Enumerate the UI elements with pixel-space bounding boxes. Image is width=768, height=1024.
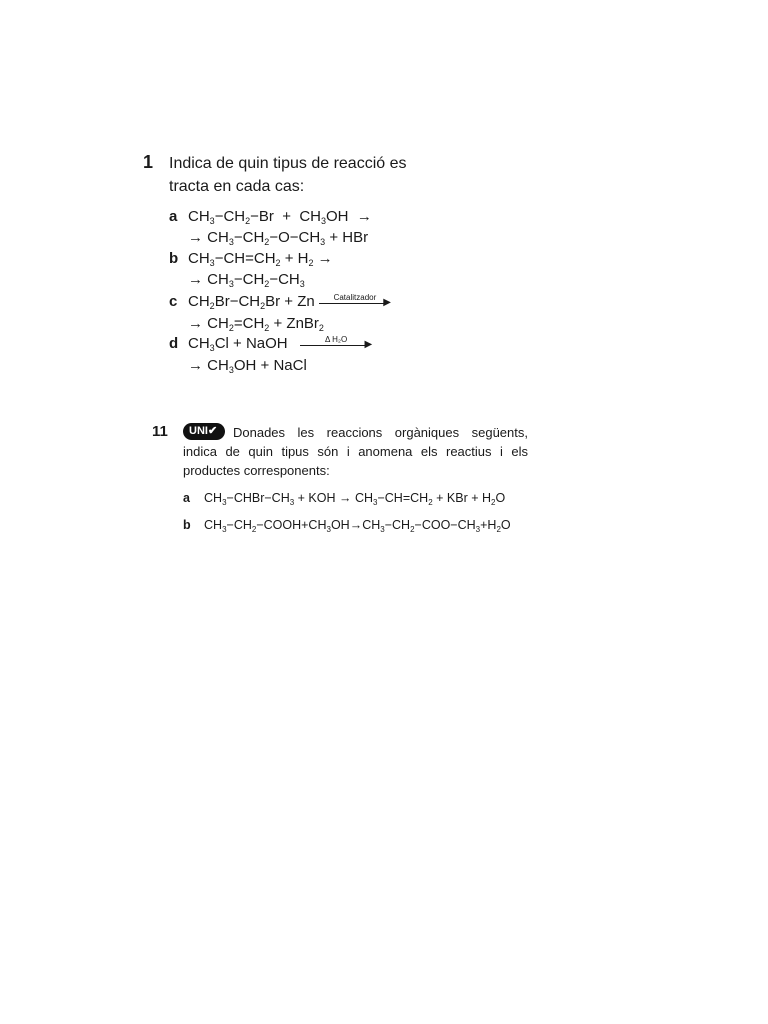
reaction-a (183, 489, 505, 507)
exercise-number: 11 (152, 423, 168, 440)
reaction-line-1: $CH_3-CH=CH_2 + H_2$ → (188, 250, 333, 268)
arrow-caption: Δ H₂O (325, 335, 348, 345)
reaction-equation: $CH_3-CHBr-CH_3$ + KOH → $CH_3-CH=CH_2$ + KBr + $H_2O$ (204, 491, 506, 507)
item-label: b (169, 250, 179, 267)
exercise-prompt (183, 423, 528, 480)
uni-badge: UNI✔ (183, 423, 225, 440)
arrow-caption: Catalitzador (333, 293, 377, 303)
item-label: b (183, 518, 191, 532)
reaction-line-1: $CH_3-CH_2-Br + CH_3OH$ → (188, 208, 372, 226)
item-label: d (169, 335, 179, 352)
reaction-equation: $CH_3-CH_2-COOH+CH_3OH\to CH_3-CH_2-COO-CH_3+H_2O$ (204, 518, 511, 534)
reaction-b (183, 516, 511, 534)
exercise-prompt-text: Donades les reaccions orgàniques següents, indica de quin tipus són i anomena els reactius i els productes corresponents: (183, 425, 528, 478)
item-label: c (169, 293, 178, 310)
reaction-arrow: Δ H₂O ▶ (300, 337, 372, 351)
item-label: a (183, 491, 190, 505)
reaction-d-line-2: → $CH_3OH$ + NaCl (188, 357, 307, 375)
reaction-arrow: Catalitzador ▶ (319, 295, 391, 309)
reaction-a (169, 206, 372, 227)
reaction-c (169, 291, 391, 312)
reaction-line-1: $CH_2Br-CH_2Br + Zn$ (188, 293, 315, 311)
reaction-d (169, 333, 372, 354)
reaction-c-line-2: → $CH_2=CH_2$ + ZnBr$_2$ (188, 315, 324, 333)
exercise-prompt: Indica de quin tipus de reacció es tracta en cada cas: (169, 155, 407, 195)
item-label: a (169, 208, 178, 225)
reaction-line-1: $CH_3Cl$ + NaOH (188, 335, 296, 353)
reaction-a-line-2: → $CH_3-CH_2-O-CH_3$ + HBr (188, 229, 369, 247)
exercise-number: 1 (143, 152, 154, 172)
reaction-b (169, 248, 333, 269)
reaction-b-line-2: → $CH_3-CH_2-CH_3$ (188, 271, 305, 289)
